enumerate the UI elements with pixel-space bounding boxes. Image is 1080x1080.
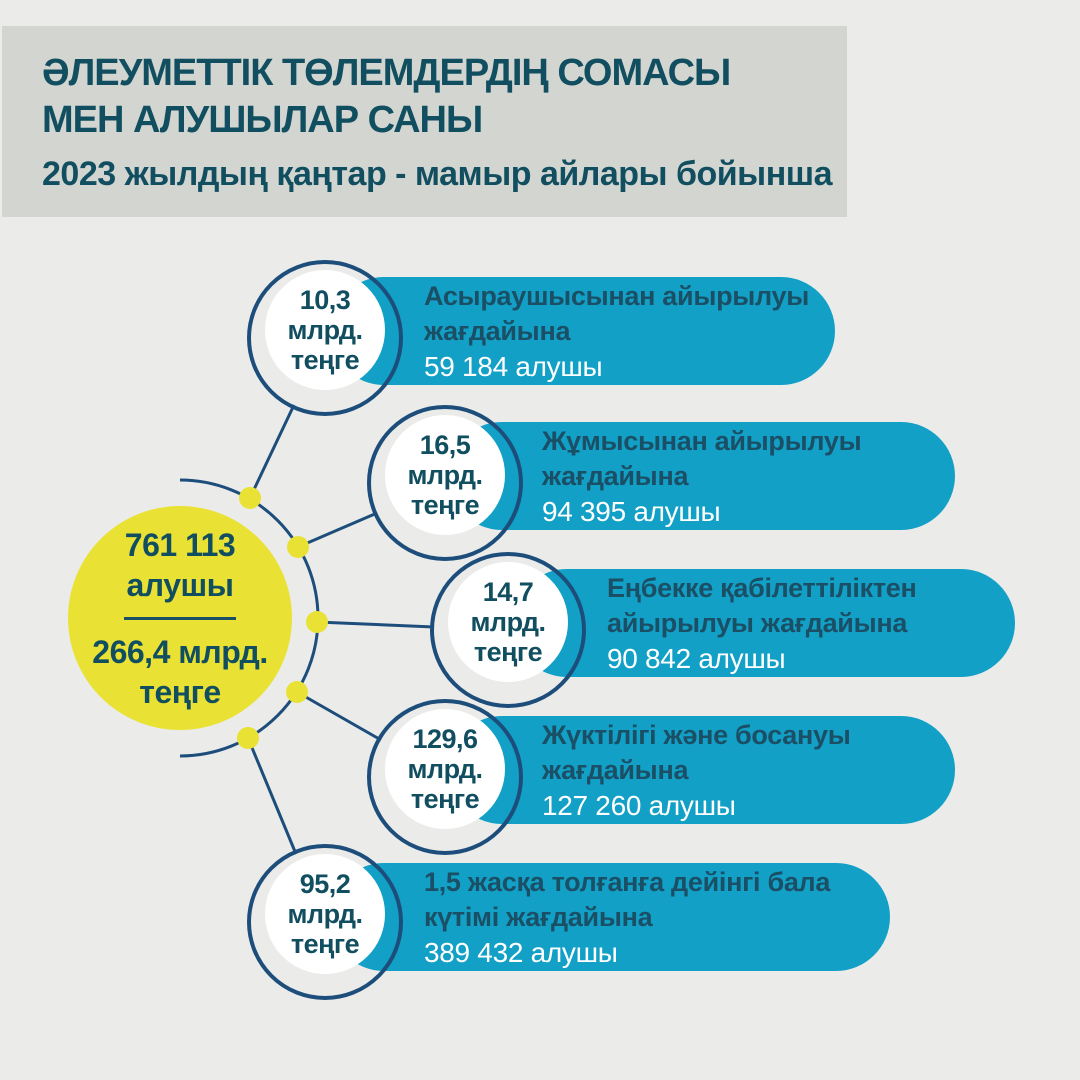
benefit-title-1 xyxy=(424,279,835,349)
total-amount-unit: теңге xyxy=(139,673,221,710)
benefit-title-1-line-1: Асыраушысынан айырылуы xyxy=(424,280,810,311)
total-recipients-label: алушы xyxy=(126,566,234,603)
amount-badge-ring-3 xyxy=(430,552,586,708)
connector-line-2 xyxy=(298,513,377,547)
connector-line-5 xyxy=(248,738,296,854)
amount-value-1: 10,3 xyxy=(299,285,351,315)
amount-value-4: 129,6 xyxy=(412,724,478,754)
amount-unit-5a: млрд. xyxy=(287,899,363,929)
amount-value-2: 16,5 xyxy=(419,430,471,460)
benefit-recipients-1: 59 184 алушы xyxy=(424,350,603,382)
connector-line-3 xyxy=(317,622,434,627)
amount-unit-2b: теңге xyxy=(410,490,480,520)
connector-dot-2 xyxy=(287,536,309,558)
benefit-title-5-line-1: 1,5 жасқа толғанға дейінгі бала xyxy=(424,866,831,897)
benefit-recipients-2: 94 395 алушы xyxy=(542,495,721,527)
connector-line-1 xyxy=(250,405,294,498)
connector-dot-4 xyxy=(286,681,308,703)
benefit-title-5-line-2: күтімі жағдайына xyxy=(424,901,653,932)
amount-unit-4b: теңге xyxy=(410,784,480,814)
benefit-title-2-line-2: жағдайына xyxy=(542,460,689,491)
page-title-line-2: МЕН АЛУШЫЛАР САНЫ xyxy=(42,99,483,141)
connector-dot-5 xyxy=(237,727,259,749)
benefit-recipients-5: 389 432 алушы xyxy=(424,936,618,968)
total-recipients-value: 761 113 xyxy=(124,526,236,563)
amount-unit-5b: теңге xyxy=(290,929,360,959)
benefit-title-4-line-2: жағдайына xyxy=(542,754,689,785)
amount-unit-4a: млрд. xyxy=(407,754,483,784)
benefit-title-4-line-1: Жүктілігі және босануы xyxy=(542,719,851,750)
benefit-pill-5 xyxy=(330,863,890,971)
benefit-title-2 xyxy=(542,424,955,494)
benefit-title-3-line-1: Еңбекке қабілеттіліктен xyxy=(607,572,917,603)
connector-dot-1 xyxy=(239,487,261,509)
amount-unit-3a: млрд. xyxy=(470,607,546,637)
benefit-pill-3 xyxy=(513,569,1015,677)
benefit-title-3 xyxy=(607,571,1015,641)
amount-badge-ring-2 xyxy=(367,405,523,561)
total-summary-circle xyxy=(68,506,292,730)
benefit-pill-2 xyxy=(448,422,955,530)
page-subtitle: 2023 жылдың қаңтар - мамыр айлары бойынша xyxy=(42,155,833,193)
benefit-title-1-line-2: жағдайына xyxy=(424,315,571,346)
amount-unit-2a: млрд. xyxy=(407,460,483,490)
benefit-title-2-line-1: Жұмысынан айырылуы xyxy=(542,425,862,456)
benefit-title-5 xyxy=(424,865,890,935)
page-title-line-1: ӘЛЕУМЕТТІК ТӨЛЕМДЕРДІҢ СОМАСЫ xyxy=(42,52,731,94)
amount-badge-ring-5 xyxy=(247,844,403,1000)
benefit-pill-1 xyxy=(330,277,835,385)
amount-unit-1b: теңге xyxy=(290,345,360,375)
amount-unit-1a: млрд. xyxy=(287,315,363,345)
amount-badge-ring-4 xyxy=(367,699,523,855)
connector-dot-3 xyxy=(306,611,328,633)
benefit-title-4 xyxy=(542,718,955,788)
benefit-recipients-3: 90 842 алушы xyxy=(607,642,786,674)
amount-value-5: 95,2 xyxy=(299,869,351,899)
benefit-pill-4 xyxy=(448,716,955,824)
amount-badge-ring-1 xyxy=(247,260,403,416)
benefit-title-3-line-2: айырылуы жағдайына xyxy=(607,607,908,638)
benefit-recipients-4: 127 260 алушы xyxy=(542,789,736,821)
amount-value-3: 14,7 xyxy=(482,577,534,607)
total-amount-value: 266,4 млрд. xyxy=(92,633,268,670)
divider-line xyxy=(124,617,236,620)
connector-line-4 xyxy=(297,692,381,740)
amount-unit-3b: теңге xyxy=(473,637,543,667)
